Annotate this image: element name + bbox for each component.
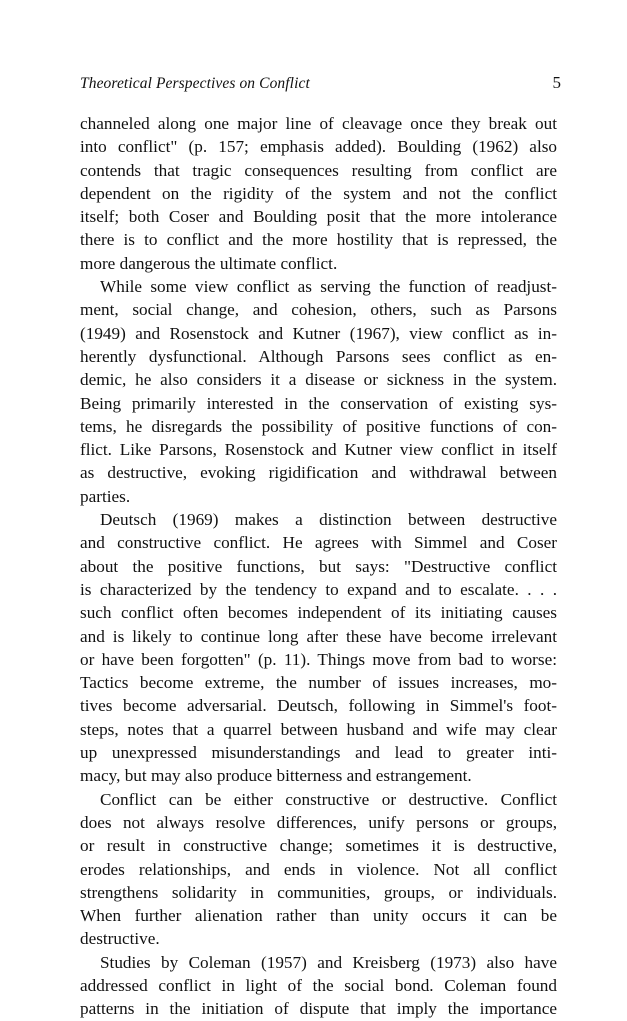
text-line: and is likely to continue long after these have become irrelevant <box>80 626 557 646</box>
text-line: does not always resolve differences, unify persons or groups, <box>80 812 557 832</box>
text-line: herently dysfunctional. Although Parsons sees conflict as en- <box>80 346 557 366</box>
text-line: demic, he also considers it a disease or sickness in the system. <box>80 370 557 390</box>
text-line: Conflict can be either constructive or destructive. Conflict <box>100 789 557 809</box>
text-line: Being primarily interested in the conservation of existing sys- <box>80 393 557 413</box>
text-line: or have been forgotten" (p. 11). Things move from bad to worse: <box>80 649 557 669</box>
text-line: While some view conflict as serving the function of readjust- <box>100 277 557 297</box>
text-line: flict. Like Parsons, Rosenstock and Kutner view conflict in itself <box>80 440 557 460</box>
body-text <box>80 112 557 1021</box>
text-line: destructive. <box>80 929 160 949</box>
text-line: about the positive functions, but says: "Destructive conflict <box>80 556 557 576</box>
text-line: is characterized by the tendency to expand and to escalate. . . . <box>80 579 557 599</box>
text-line: steps, notes that a quarrel between husband and wife may clear <box>80 719 557 739</box>
text-line: When further alienation rather than unity occurs it can be <box>80 906 557 926</box>
text-line: and constructive conflict. He agrees with Simmel and Coser <box>80 533 557 553</box>
text-line: channeled along one major line of cleavage once they break out <box>80 114 557 133</box>
text-line: addressed conflict in light of the social bond. Coleman found <box>80 975 557 995</box>
text-line: ment, social change, and cohesion, others, such as Parsons <box>80 300 557 320</box>
page-number: 5 <box>552 73 561 92</box>
text-line: strengthens solidarity in communities, groups, or individuals. <box>80 882 557 902</box>
text-line: tems, he disregards the possibility of positive functions of con- <box>80 416 557 436</box>
text-line: itself; both Coser and Boulding posit that the more intolerance <box>80 207 557 227</box>
text-line: dependent on the rigidity of the system and not the conflict <box>80 183 557 203</box>
text-line: up unexpressed misunderstandings and lead to greater inti- <box>80 743 557 763</box>
text-line: tives become adversarial. Deutsch, following in Simmel's foot- <box>80 696 557 716</box>
text-line: macy, but may also produce bitterness and estrangement. <box>80 766 472 786</box>
text-line: such conflict often becomes independent of its initiating causes <box>80 603 557 623</box>
text-line: Deutsch (1969) makes a distinction between destructive <box>100 510 557 530</box>
text-line: parties. <box>80 486 131 506</box>
text-line: Studies by Coleman (1957) and Kreisberg (1973) also have <box>100 952 557 972</box>
text-line: Tactics become extreme, the number of issues increases, mo- <box>80 673 557 693</box>
text-line: or result in constructive change; sometimes it is destructive, <box>80 836 557 856</box>
text-line: patterns in the initiation of dispute that imply the importance <box>80 999 557 1019</box>
text-line: there is to conflict and the more hostility that is repressed, the <box>80 230 557 250</box>
text-line: (1949) and Rosenstock and Kutner (1967), view conflict as in- <box>80 323 557 343</box>
running-head: Theoretical Perspectives on Conflict <box>80 75 310 92</box>
text-line: erodes relationships, and ends in violence. Not all conflict <box>80 859 557 879</box>
text-line: contends that tragic consequences resulting from conflict are <box>80 160 557 180</box>
text-line: as destructive, evoking rigidification and withdrawal between <box>80 463 557 483</box>
text-line: into conflict" (p. 157; emphasis added). Boulding (1962) also <box>80 137 557 157</box>
text-line: more dangerous the ultimate conflict. <box>80 253 338 273</box>
